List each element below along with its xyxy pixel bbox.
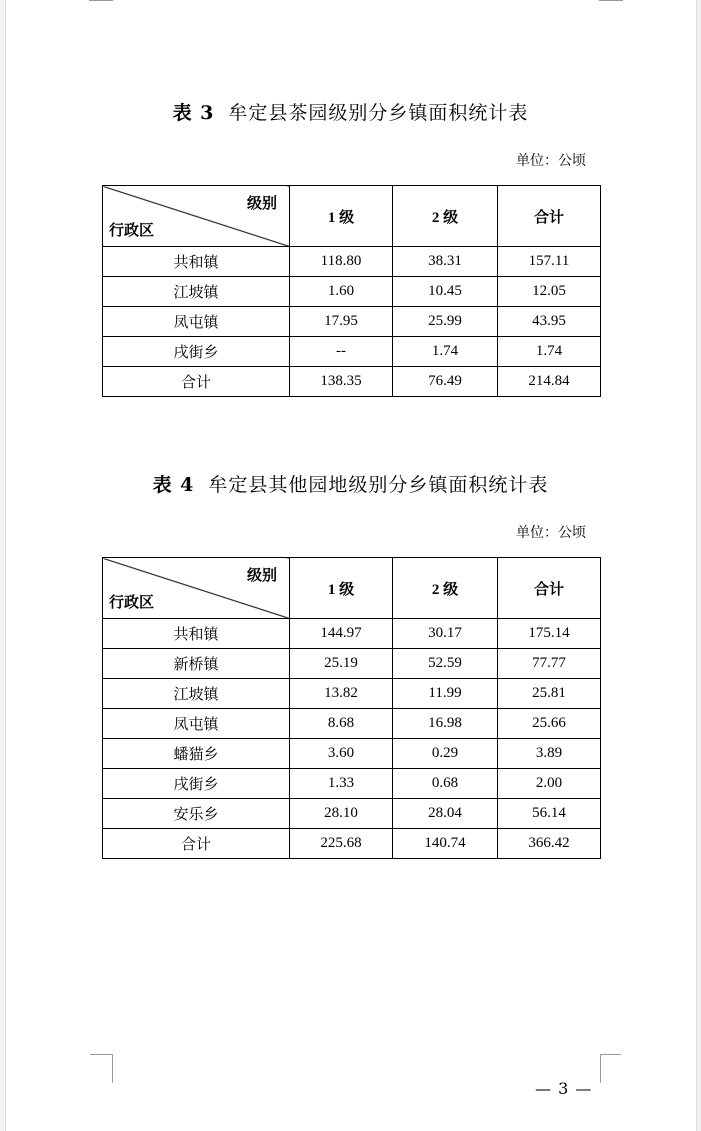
table3 bbox=[102, 185, 601, 397]
table4-caption-text: 牟定县其他园地级别分乡镇面积统计表 bbox=[208, 474, 549, 496]
table4-diag-top-label: 级别 bbox=[246, 568, 277, 584]
cell-value: 25.99 bbox=[393, 307, 498, 337]
cell-value: 28.04 bbox=[393, 799, 498, 829]
crop-mark-top-left bbox=[89, 0, 113, 2]
cell-value: -- bbox=[290, 337, 393, 367]
table4-diag-bottom-label: 行政区 bbox=[109, 595, 155, 611]
table3-unit: 单位：公顷 bbox=[516, 153, 586, 169]
total-value: 214.84 bbox=[498, 367, 601, 397]
cell-value: 12.05 bbox=[498, 277, 601, 307]
table4-col-header: 合计 bbox=[498, 558, 601, 619]
total-value: 366.42 bbox=[498, 829, 601, 859]
cell-value: 1.33 bbox=[290, 769, 393, 799]
table-row bbox=[103, 337, 601, 367]
cell-value: 1.74 bbox=[498, 337, 601, 367]
cell-value: 157.11 bbox=[498, 247, 601, 277]
table4-header-row bbox=[103, 558, 601, 619]
row-name: 新桥镇 bbox=[103, 649, 290, 679]
cell-value: 118.80 bbox=[290, 247, 393, 277]
table4-unit: 单位：公顷 bbox=[516, 525, 586, 541]
row-name: 蟠猫乡 bbox=[103, 739, 290, 769]
table4 bbox=[102, 557, 601, 859]
row-name: 安乐乡 bbox=[103, 799, 290, 829]
total-value: 138.35 bbox=[290, 367, 393, 397]
cell-value: 52.59 bbox=[393, 649, 498, 679]
row-name: 共和镇 bbox=[103, 247, 290, 277]
cell-value: 0.29 bbox=[393, 739, 498, 769]
table3-caption-text: 牟定县茶园级别分乡镇面积统计表 bbox=[228, 102, 529, 124]
cell-value: 3.60 bbox=[290, 739, 393, 769]
cell-value: 1.60 bbox=[290, 277, 393, 307]
cell-value: 3.89 bbox=[498, 739, 601, 769]
table4-total-row bbox=[103, 829, 601, 859]
table4-col-header: 2 级 bbox=[393, 558, 498, 619]
total-value: 140.74 bbox=[393, 829, 498, 859]
cell-value: 38.31 bbox=[393, 247, 498, 277]
table4-col-header: 1 级 bbox=[290, 558, 393, 619]
table3-total-row bbox=[103, 367, 601, 397]
row-name: 江坡镇 bbox=[103, 277, 290, 307]
cell-value: 11.99 bbox=[393, 679, 498, 709]
cell-value: 25.66 bbox=[498, 709, 601, 739]
cell-value: 2.00 bbox=[498, 769, 601, 799]
row-name: 戌街乡 bbox=[103, 337, 290, 367]
cell-value: 28.10 bbox=[290, 799, 393, 829]
page-number: — 3 — bbox=[535, 1079, 593, 1098]
table-row bbox=[103, 679, 601, 709]
table3-col-header: 1 级 bbox=[290, 186, 393, 247]
table-row bbox=[103, 307, 601, 337]
cell-value: 17.95 bbox=[290, 307, 393, 337]
table-row bbox=[103, 619, 601, 649]
table3-col-header: 2 级 bbox=[393, 186, 498, 247]
cell-value: 8.68 bbox=[290, 709, 393, 739]
cell-value: 0.68 bbox=[393, 769, 498, 799]
crop-mark-top-right bbox=[599, 0, 623, 2]
cell-value: 13.82 bbox=[290, 679, 393, 709]
row-name: 凤屯镇 bbox=[103, 709, 290, 739]
cell-value: 43.95 bbox=[498, 307, 601, 337]
cell-value: 1.74 bbox=[393, 337, 498, 367]
total-value: 225.68 bbox=[290, 829, 393, 859]
table3-col-header: 合计 bbox=[498, 186, 601, 247]
cell-value: 16.98 bbox=[393, 709, 498, 739]
table3-diagonal-header bbox=[103, 186, 290, 247]
cell-value: 25.19 bbox=[290, 649, 393, 679]
table4-caption bbox=[0, 470, 701, 497]
table4-diagonal-header bbox=[103, 558, 290, 619]
cell-value: 56.14 bbox=[498, 799, 601, 829]
table-row bbox=[103, 649, 601, 679]
row-name: 共和镇 bbox=[103, 619, 290, 649]
row-name: 戌街乡 bbox=[103, 769, 290, 799]
cell-value: 144.97 bbox=[290, 619, 393, 649]
table-row bbox=[103, 799, 601, 829]
table4-caption-number: 表 4 bbox=[152, 474, 195, 496]
table-row bbox=[103, 739, 601, 769]
total-value: 76.49 bbox=[393, 367, 498, 397]
crop-mark-bottom-left bbox=[90, 1054, 113, 1083]
row-name: 凤屯镇 bbox=[103, 307, 290, 337]
cell-value: 30.17 bbox=[393, 619, 498, 649]
table3-diag-bottom-label: 行政区 bbox=[109, 223, 155, 239]
table3-caption bbox=[0, 98, 701, 125]
total-label: 合计 bbox=[103, 829, 290, 859]
table-row bbox=[103, 247, 601, 277]
table3-caption-number: 表 3 bbox=[172, 102, 215, 124]
crop-mark-bottom-right bbox=[600, 1054, 621, 1083]
cell-value: 175.14 bbox=[498, 619, 601, 649]
cell-value: 10.45 bbox=[393, 277, 498, 307]
table3-diag-top-label: 级别 bbox=[246, 196, 277, 212]
table-row bbox=[103, 277, 601, 307]
row-name: 江坡镇 bbox=[103, 679, 290, 709]
total-label: 合计 bbox=[103, 367, 290, 397]
cell-value: 77.77 bbox=[498, 649, 601, 679]
table3-header-row bbox=[103, 186, 601, 247]
table-row bbox=[103, 769, 601, 799]
cell-value: 25.81 bbox=[498, 679, 601, 709]
table-row bbox=[103, 709, 601, 739]
